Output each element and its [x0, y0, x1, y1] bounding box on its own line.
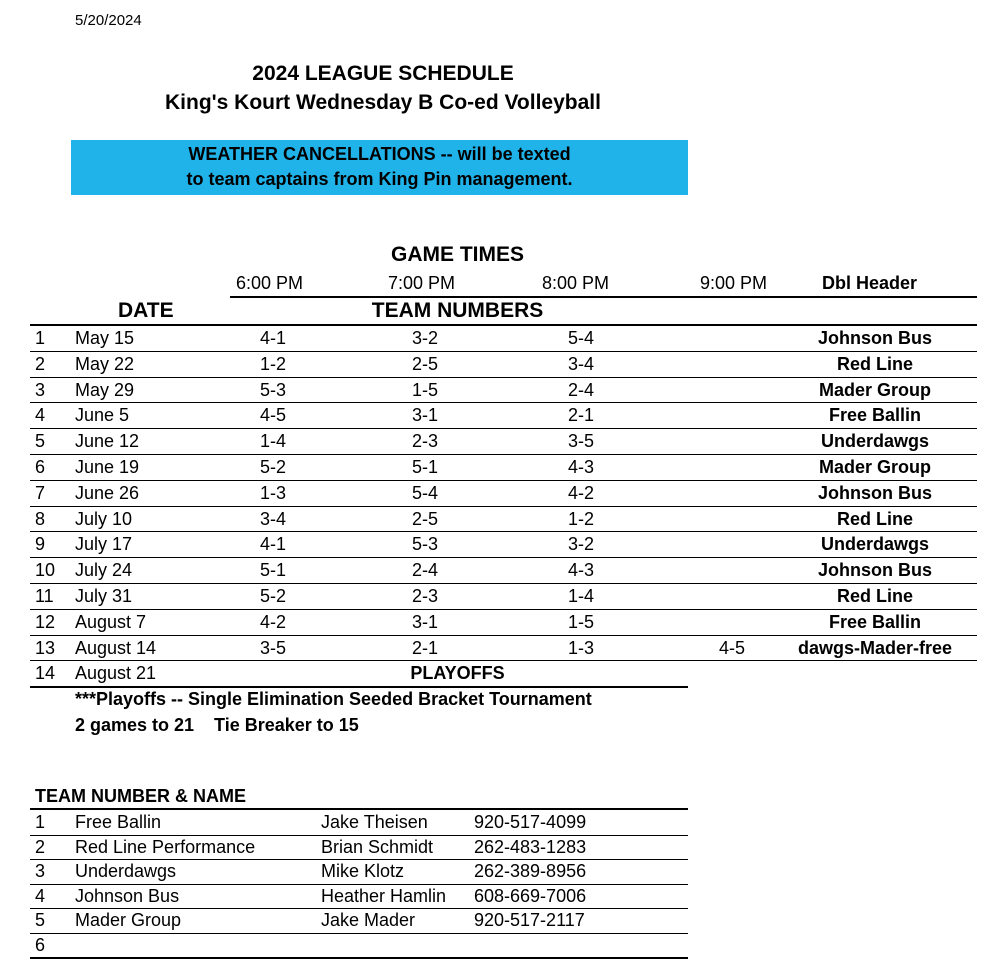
table-row — [0, 481, 1000, 507]
week-number: 14 — [35, 663, 56, 683]
captain-phone: 920-517-2117 — [474, 910, 585, 930]
game-7pm: 2-4 — [411, 560, 438, 580]
game-8pm: 1-4 — [567, 586, 594, 606]
dbl-header-team: Mader Group — [818, 457, 931, 477]
dbl-header-team: Red Line — [836, 586, 913, 606]
team-number: 3 — [35, 861, 46, 881]
week-date: July 24 — [75, 560, 133, 580]
game-7pm: 5-3 — [411, 534, 438, 554]
game-8pm: 3-5 — [567, 431, 594, 451]
week-date: June 5 — [75, 405, 130, 425]
game-6pm: 5-2 — [259, 586, 286, 606]
team-captain: Jake Mader — [321, 910, 416, 930]
table-row — [0, 378, 1000, 404]
captain-phone: 608-669-7006 — [474, 886, 587, 906]
team-row — [0, 860, 1000, 884]
team-row — [0, 836, 1000, 860]
week-date: May 22 — [75, 354, 135, 374]
team-name: Underdawgs — [75, 861, 177, 881]
week-number: 1 — [35, 328, 46, 348]
dbl-header-team: Johnson Bus — [817, 560, 932, 580]
dbl-header-team: Johnson Bus — [817, 483, 932, 503]
captain-phone: 262-483-1283 — [474, 837, 587, 857]
game-8pm: 4-3 — [567, 457, 594, 477]
dbl-header-team: Red Line — [836, 509, 913, 529]
week-number: 8 — [35, 509, 46, 529]
dbl-header-team: Free Ballin — [828, 405, 922, 425]
team-name: Red Line Performance — [75, 837, 256, 857]
team-row-rule — [30, 957, 688, 959]
week-number: 5 — [35, 431, 46, 451]
week-date: August 14 — [75, 638, 157, 658]
team-row — [0, 909, 1000, 933]
team-number: 5 — [35, 910, 46, 930]
team-number: 1 — [35, 812, 46, 832]
document-date: 5/20/2024 — [75, 12, 142, 29]
game-6pm: 1-3 — [259, 483, 286, 503]
week-date: June 19 — [75, 457, 140, 477]
dbl-header-team: Free Ballin — [828, 612, 922, 632]
table-row — [0, 610, 1000, 636]
week-number: 10 — [35, 560, 56, 580]
teams-top-rule — [30, 808, 688, 810]
game-6pm: 4-1 — [259, 534, 286, 554]
week-number: 2 — [35, 354, 46, 374]
dbl-header-team: Red Line — [836, 354, 913, 374]
game-8pm: 4-3 — [567, 560, 594, 580]
game-7pm: 1-5 — [411, 380, 438, 400]
captain-phone: 920-517-4099 — [474, 812, 587, 832]
time-header-8pm: 8:00 PM — [542, 273, 610, 293]
week-number: 6 — [35, 457, 46, 477]
playoffs-label: PLAYOFFS — [410, 663, 505, 683]
week-date: August 21 — [75, 663, 157, 683]
game-7pm: 2-3 — [411, 431, 438, 451]
dbl-header-team: dawgs-Mader-free — [797, 638, 953, 658]
playoffs-rules: 2 games to 21 Tie Breaker to 15 — [75, 715, 359, 735]
game-8pm: 3-4 — [567, 354, 594, 374]
banner-line-1: WEATHER CANCELLATIONS -- will be texted — [188, 144, 571, 164]
team-row — [0, 934, 1000, 958]
game-8pm: 5-4 — [567, 328, 594, 348]
week-number: 13 — [35, 638, 56, 658]
team-name: Mader Group — [75, 910, 182, 930]
time-header-7pm: 7:00 PM — [388, 273, 456, 293]
team-number: 2 — [35, 837, 46, 857]
date-column-heading: DATE — [118, 299, 174, 322]
game-8pm: 1-5 — [567, 612, 594, 632]
week-date: June 26 — [75, 483, 140, 503]
game-7pm: 5-4 — [411, 483, 438, 503]
dbl-header-team: Johnson Bus — [817, 328, 932, 348]
game-8pm: 4-2 — [567, 483, 594, 503]
time-header-6pm: 6:00 PM — [236, 273, 304, 293]
table-row — [0, 326, 1000, 352]
table-row — [0, 507, 1000, 533]
game-6pm: 5-3 — [259, 380, 286, 400]
table-row — [0, 532, 1000, 558]
game-6pm: 4-1 — [259, 328, 286, 348]
week-date: July 31 — [75, 586, 133, 606]
playoff-row — [0, 661, 1000, 687]
team-captain: Jake Theisen — [321, 812, 428, 832]
week-date: May 29 — [75, 380, 135, 400]
week-number: 11 — [35, 586, 54, 606]
playoffs-note: ***Playoffs -- Single Elimination Seeded Bracket Tournament — [75, 689, 592, 709]
game-7pm: 3-1 — [411, 405, 438, 425]
week-number: 12 — [35, 612, 56, 632]
page-title: 2024 LEAGUE SCHEDULE — [252, 62, 514, 85]
team-numbers-heading: TEAM NUMBERS — [371, 299, 544, 322]
game-7pm: 2-1 — [411, 638, 438, 658]
dbl-header-team: Underdawgs — [820, 431, 930, 451]
table-row — [0, 455, 1000, 481]
game-times-heading: GAME TIMES — [390, 243, 524, 266]
week-date: July 17 — [75, 534, 133, 554]
team-name: Free Ballin — [75, 812, 162, 832]
game-8pm: 2-4 — [567, 380, 594, 400]
table-row — [0, 403, 1000, 429]
game-7pm: 2-3 — [411, 586, 438, 606]
banner-line-2: to team captains from King Pin management. — [186, 169, 573, 189]
game-7pm: 5-1 — [411, 457, 438, 477]
table-row — [0, 636, 1000, 662]
header-rule — [230, 296, 977, 298]
table-row — [0, 558, 1000, 584]
team-number: 6 — [35, 935, 46, 955]
team-row — [0, 885, 1000, 909]
table-row — [0, 352, 1000, 378]
week-date: July 10 — [75, 509, 133, 529]
game-8pm: 1-2 — [567, 509, 594, 529]
week-date: May 15 — [75, 328, 135, 348]
team-name: Johnson Bus — [75, 886, 180, 906]
week-number: 7 — [35, 483, 46, 503]
game-7pm: 2-5 — [411, 509, 438, 529]
weather-banner — [71, 140, 688, 195]
week-date: August 7 — [75, 612, 147, 632]
time-header-9pm: 9:00 PM — [700, 273, 768, 293]
game-8pm: 3-2 — [567, 534, 594, 554]
playoff-rule — [30, 686, 688, 688]
team-captain: Heather Hamlin — [321, 886, 447, 906]
week-number: 3 — [35, 380, 46, 400]
game-9pm: 4-5 — [718, 638, 745, 658]
page-subtitle: King's Kourt Wednesday B Co-ed Volleyball — [165, 91, 601, 114]
team-captain: Brian Schmidt — [321, 837, 434, 857]
game-7pm: 3-1 — [411, 612, 438, 632]
table-row — [0, 584, 1000, 610]
team-row — [0, 811, 1000, 835]
game-6pm: 4-2 — [259, 612, 286, 632]
game-6pm: 1-2 — [259, 354, 286, 374]
game-8pm: 1-3 — [567, 638, 594, 658]
dbl-header-team: Mader Group — [818, 380, 931, 400]
table-row — [0, 429, 1000, 455]
teams-heading: TEAM NUMBER & NAME — [35, 786, 246, 806]
week-number: 4 — [35, 405, 46, 425]
game-6pm: 5-2 — [259, 457, 286, 477]
game-8pm: 2-1 — [567, 405, 594, 425]
game-6pm: 5-1 — [259, 560, 286, 580]
dbl-header-heading: Dbl Header — [822, 273, 918, 293]
team-captain: Mike Klotz — [321, 861, 405, 881]
game-7pm: 2-5 — [411, 354, 438, 374]
week-number: 9 — [35, 534, 46, 554]
captain-phone: 262-389-8956 — [474, 861, 587, 881]
team-number: 4 — [35, 886, 46, 906]
dbl-header-team: Underdawgs — [820, 534, 930, 554]
game-6pm: 3-5 — [259, 638, 286, 658]
game-7pm: 3-2 — [411, 328, 438, 348]
game-6pm: 1-4 — [259, 431, 286, 451]
week-date: June 12 — [75, 431, 140, 451]
game-6pm: 3-4 — [259, 509, 286, 529]
game-6pm: 4-5 — [259, 405, 286, 425]
